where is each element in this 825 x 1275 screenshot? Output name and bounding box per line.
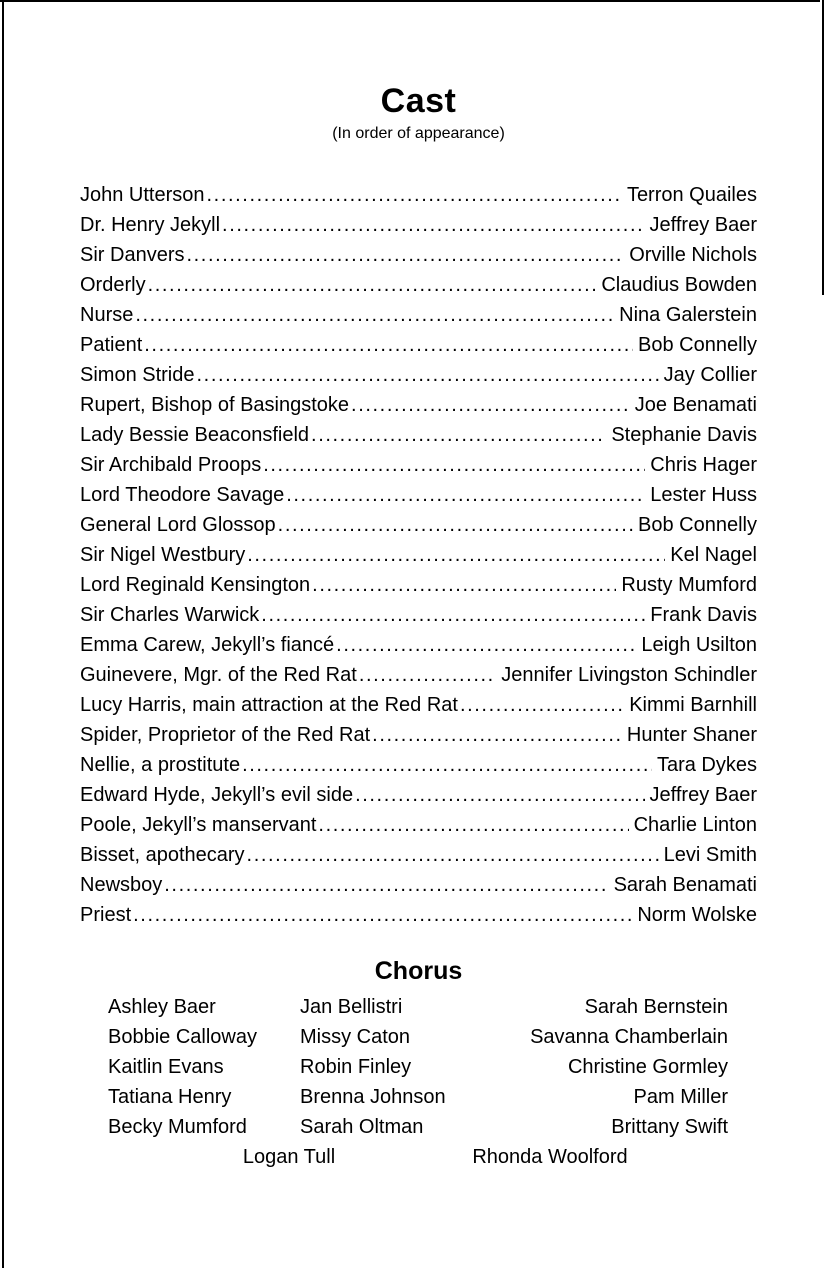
cast-row	[80, 420, 757, 450]
cast-actor: Jay Collier	[663, 364, 757, 386]
dot-leader	[263, 450, 645, 480]
chorus-member: Sarah Bernstein	[584, 996, 728, 1018]
cast-row	[80, 900, 757, 930]
chorus-row	[80, 1082, 757, 1112]
cast-row	[80, 690, 757, 720]
cast-actor: Frank Davis	[650, 604, 757, 626]
chorus-member: Rhonda Woolford	[472, 1146, 628, 1168]
dot-leader	[359, 660, 496, 690]
scan-border-top	[0, 0, 820, 2]
cast-role: Emma Carew, Jekyll’s fiancé	[80, 634, 335, 656]
chorus-member: Christine Gormley	[567, 1056, 728, 1078]
dot-leader	[242, 750, 652, 780]
dot-leader	[286, 480, 645, 510]
chorus-member: Missy Caton	[300, 1026, 411, 1048]
cast-row	[80, 540, 757, 570]
cast-role: Dr. Henry Jekyll	[80, 214, 221, 236]
cast-role: Sir Charles Warwick	[80, 604, 260, 626]
cast-row	[80, 840, 757, 870]
title-block	[80, 82, 757, 145]
dot-leader	[311, 420, 606, 450]
dot-leader	[318, 810, 628, 840]
cast-role: Lady Bessie Beaconsfield	[80, 424, 310, 446]
cast-role: Nellie, a prostitute	[80, 754, 241, 776]
chorus-row	[80, 1052, 757, 1082]
cast-role: Simon Stride	[80, 364, 195, 386]
chorus-row	[80, 1022, 757, 1052]
cast-actor: Sarah Benamati	[613, 874, 757, 896]
cast-row	[80, 180, 757, 210]
dot-leader	[355, 780, 644, 810]
cast-row	[80, 600, 757, 630]
cast-role: Orderly	[80, 274, 146, 296]
cast-actor: Lester Huss	[650, 484, 757, 506]
cast-actor: Levi Smith	[663, 844, 757, 866]
cast-role: Rupert, Bishop of Basingstoke	[80, 394, 350, 416]
dot-leader	[247, 840, 659, 870]
chorus-list	[80, 992, 757, 1172]
cast-actor: Joe Benamati	[634, 394, 757, 416]
chorus-member: Brittany Swift	[611, 1116, 728, 1138]
dot-leader	[133, 900, 632, 930]
cast-actor: Bob Connelly	[638, 334, 757, 356]
chorus-member: Becky Mumford	[108, 1116, 247, 1138]
dot-leader	[148, 270, 597, 300]
dot-leader	[278, 510, 633, 540]
cast-row	[80, 720, 757, 750]
cast-role: Lord Reginald Kensington	[80, 574, 311, 596]
cast-role: Lucy Harris, main attraction at the Red Rat	[80, 694, 458, 716]
cast-row	[80, 750, 757, 780]
cast-row	[80, 270, 757, 300]
dot-leader	[460, 690, 624, 720]
chorus-member: Robin Finley	[300, 1056, 412, 1078]
chorus-member: Bobbie Calloway	[108, 1026, 257, 1048]
cast-actor: Tara Dykes	[656, 754, 757, 776]
cast-row	[80, 660, 757, 690]
dot-leader	[144, 330, 633, 360]
cast-actor: Nina Galerstein	[619, 304, 757, 326]
page-subtitle: (In order of appearance)	[332, 125, 505, 142]
cast-actor: Rusty Mumford	[621, 574, 757, 596]
cast-role: General Lord Glossop	[80, 514, 276, 536]
cast-row	[80, 810, 757, 840]
cast-actor: Jeffrey Baer	[649, 784, 757, 806]
cast-row	[80, 390, 757, 420]
chorus-member: Logan Tull	[242, 1146, 336, 1168]
cast-actor: Chris Hager	[650, 454, 757, 476]
cast-row	[80, 360, 757, 390]
cast-row	[80, 450, 757, 480]
cast-row	[80, 780, 757, 810]
dot-leader	[186, 240, 624, 270]
chorus-member: Pam Miller	[633, 1086, 728, 1108]
chorus-heading: Chorus	[374, 957, 463, 985]
cast-row	[80, 570, 757, 600]
cast-row	[80, 480, 757, 510]
cast-actor: Claudius Bowden	[601, 274, 757, 296]
dot-leader	[135, 300, 614, 330]
cast-actor: Stephanie Davis	[611, 424, 757, 446]
dot-leader	[372, 720, 622, 750]
cast-actor: Bob Connelly	[638, 514, 757, 536]
dot-leader	[207, 180, 622, 210]
cast-role: Guinevere, Mgr. of the Red Rat	[80, 664, 357, 686]
cast-row	[80, 330, 757, 360]
cast-row	[80, 630, 757, 660]
dot-leader	[261, 600, 645, 630]
dot-leader	[336, 630, 636, 660]
cast-actor: Kimmi Barnhill	[629, 694, 757, 716]
cast-actor: Hunter Shaner	[626, 724, 757, 746]
cast-list	[80, 180, 757, 930]
chorus-member: Sarah Oltman	[300, 1116, 424, 1138]
cast-role: Bisset, apothecary	[80, 844, 245, 866]
dot-leader	[222, 210, 645, 240]
chorus-member: Brenna Johnson	[300, 1086, 446, 1108]
chorus-last-row	[80, 1142, 757, 1172]
cast-actor: Charlie Linton	[633, 814, 757, 836]
page-title: Cast	[380, 82, 457, 120]
cast-role: Spider, Proprietor of the Red Rat	[80, 724, 371, 746]
chorus-member: Savanna Chamberlain	[530, 1026, 728, 1048]
chorus-member: Jan Bellistri	[300, 996, 403, 1018]
chorus-row	[80, 992, 757, 1022]
cast-row	[80, 300, 757, 330]
cast-actor: Kel Nagel	[670, 544, 757, 566]
cast-actor: Norm Wolske	[637, 904, 757, 926]
cast-actor: Jennifer Livingston Schindler	[501, 664, 757, 686]
cast-role: Nurse	[80, 304, 134, 326]
cast-row	[80, 210, 757, 240]
chorus-member: Ashley Baer	[108, 996, 216, 1018]
cast-actor: Orville Nichols	[629, 244, 757, 266]
chorus-member: Tatiana Henry	[108, 1086, 232, 1108]
cast-role: Sir Archibald Proops	[80, 454, 262, 476]
dot-leader	[197, 360, 659, 390]
chorus-member: Kaitlin Evans	[108, 1056, 224, 1078]
dot-leader	[164, 870, 608, 900]
scan-border-right	[822, 0, 824, 295]
cast-role: Poole, Jekyll’s manservant	[80, 814, 317, 836]
dot-leader	[351, 390, 630, 420]
dot-leader	[247, 540, 665, 570]
cast-role: John Utterson	[80, 184, 205, 206]
cast-role: Lord Theodore Savage	[80, 484, 285, 506]
cast-role: Newsboy	[80, 874, 163, 896]
dot-leader	[312, 570, 616, 600]
cast-actor: Jeffrey Baer	[649, 214, 757, 236]
scan-border-left	[2, 0, 4, 1268]
cast-role: Priest	[80, 904, 132, 926]
cast-actor: Terron Quailes	[626, 184, 757, 206]
cast-role: Sir Nigel Westbury	[80, 544, 246, 566]
cast-role: Edward Hyde, Jekyll’s evil side	[80, 784, 354, 806]
cast-row	[80, 510, 757, 540]
cast-row	[80, 240, 757, 270]
cast-role: Sir Danvers	[80, 244, 185, 266]
chorus-row	[80, 1112, 757, 1142]
cast-role: Patient	[80, 334, 143, 356]
cast-row	[80, 870, 757, 900]
cast-actor: Leigh Usilton	[641, 634, 757, 656]
